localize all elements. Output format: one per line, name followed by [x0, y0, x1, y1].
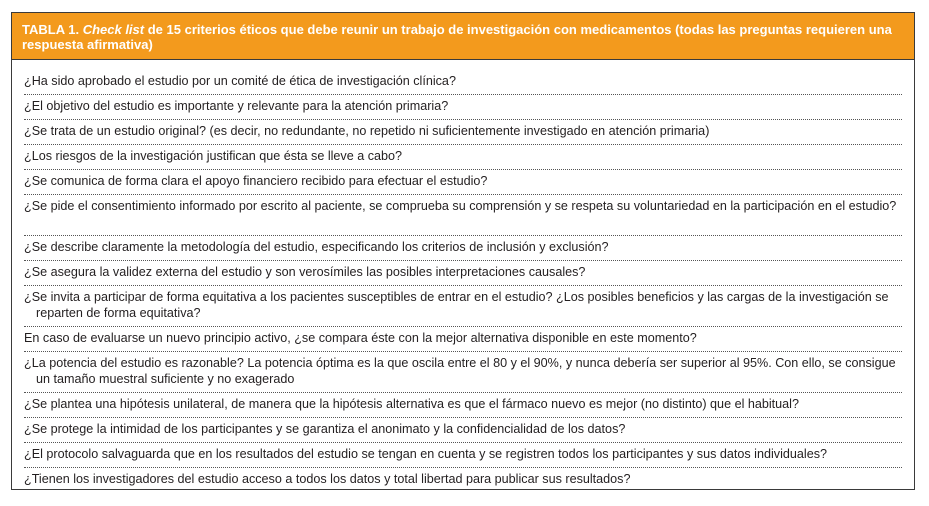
criterion-row: ¿Tienen los investigadores del estudio acceso a todos los datos y total libertad para publicar sus resultados?: [24, 472, 631, 486]
criterion-row: ¿Se comunica de forma clara el apoyo financiero recibido para efectuar el estudio?: [24, 170, 902, 195]
criterion-row: ¿Se asegura la validez externa del estudio y son verosímiles las posibles interpretaciones causales?: [24, 261, 902, 286]
criterion-row: ¿Se plantea una hipótesis unilateral, de manera que la hipótesis alternativa es que el fármaco nuevo es mejor (no distinto) que el habitual?: [24, 393, 902, 418]
criterion-row: ¿La potencia del estudio es razonable? La potencia óptima es la que oscila entre el 80 y el 90%, y nunca debería ser superior al 95%. Con ello, se consigue un tamaño muestral suficiente y no exagerado: [24, 352, 902, 393]
criterion-row: ¿Se pide el consentimiento informado por escrito al paciente, se comprueba su comprensión y se respeta su voluntariedad en la participación en el estudio?: [24, 195, 902, 236]
criterion-row: ¿El objetivo del estudio es importante y relevante para la atención primaria?: [24, 95, 902, 120]
table-label: TABLA 1.: [22, 22, 80, 37]
table-caption: [12, 13, 914, 60]
criteria-table: [11, 12, 915, 490]
criterion-row: ¿Se protege la intimidad de los participantes y se garantiza el anonimato y la confidencialidad de los datos?: [24, 418, 902, 443]
criterion-row: ¿El protocolo salvaguarda que en los resultados del estudio se tengan en cuenta y se registren todos los participantes y sus datos individuales?: [24, 443, 902, 468]
criterion-row: ¿Se trata de un estudio original? (es decir, no redundante, no repetido ni suficientemente investigado en atención primaria): [24, 120, 902, 145]
table-title-italic: Check list: [82, 22, 145, 37]
criterion-row: ¿Ha sido aprobado el estudio por un comité de ética de investigación clínica?: [24, 70, 902, 95]
criteria-list: [12, 60, 914, 492]
criterion-row: En caso de evaluarse un nuevo principio activo, ¿se compara éste con la mejor alternativa disponible en este momento?: [24, 327, 902, 352]
table-title: de 15 criterios éticos que debe reunir un trabajo de investigación con medicamentos (todas las preguntas requieren una respuesta afirmativa): [22, 22, 892, 52]
criterion-row: ¿Se describe claramente la metodología del estudio, especificando los criterios de inclusión y exclusión?: [24, 236, 902, 261]
criterion-row: ¿Se invita a participar de forma equitativa a los pacientes susceptibles de entrar en el estudio? ¿Los posibles beneficios y las cargas de la investigación se reparten de forma equitativa?: [24, 286, 902, 327]
criterion-row: ¿Los riesgos de la investigación justifican que ésta se lleve a cabo?: [24, 145, 902, 170]
